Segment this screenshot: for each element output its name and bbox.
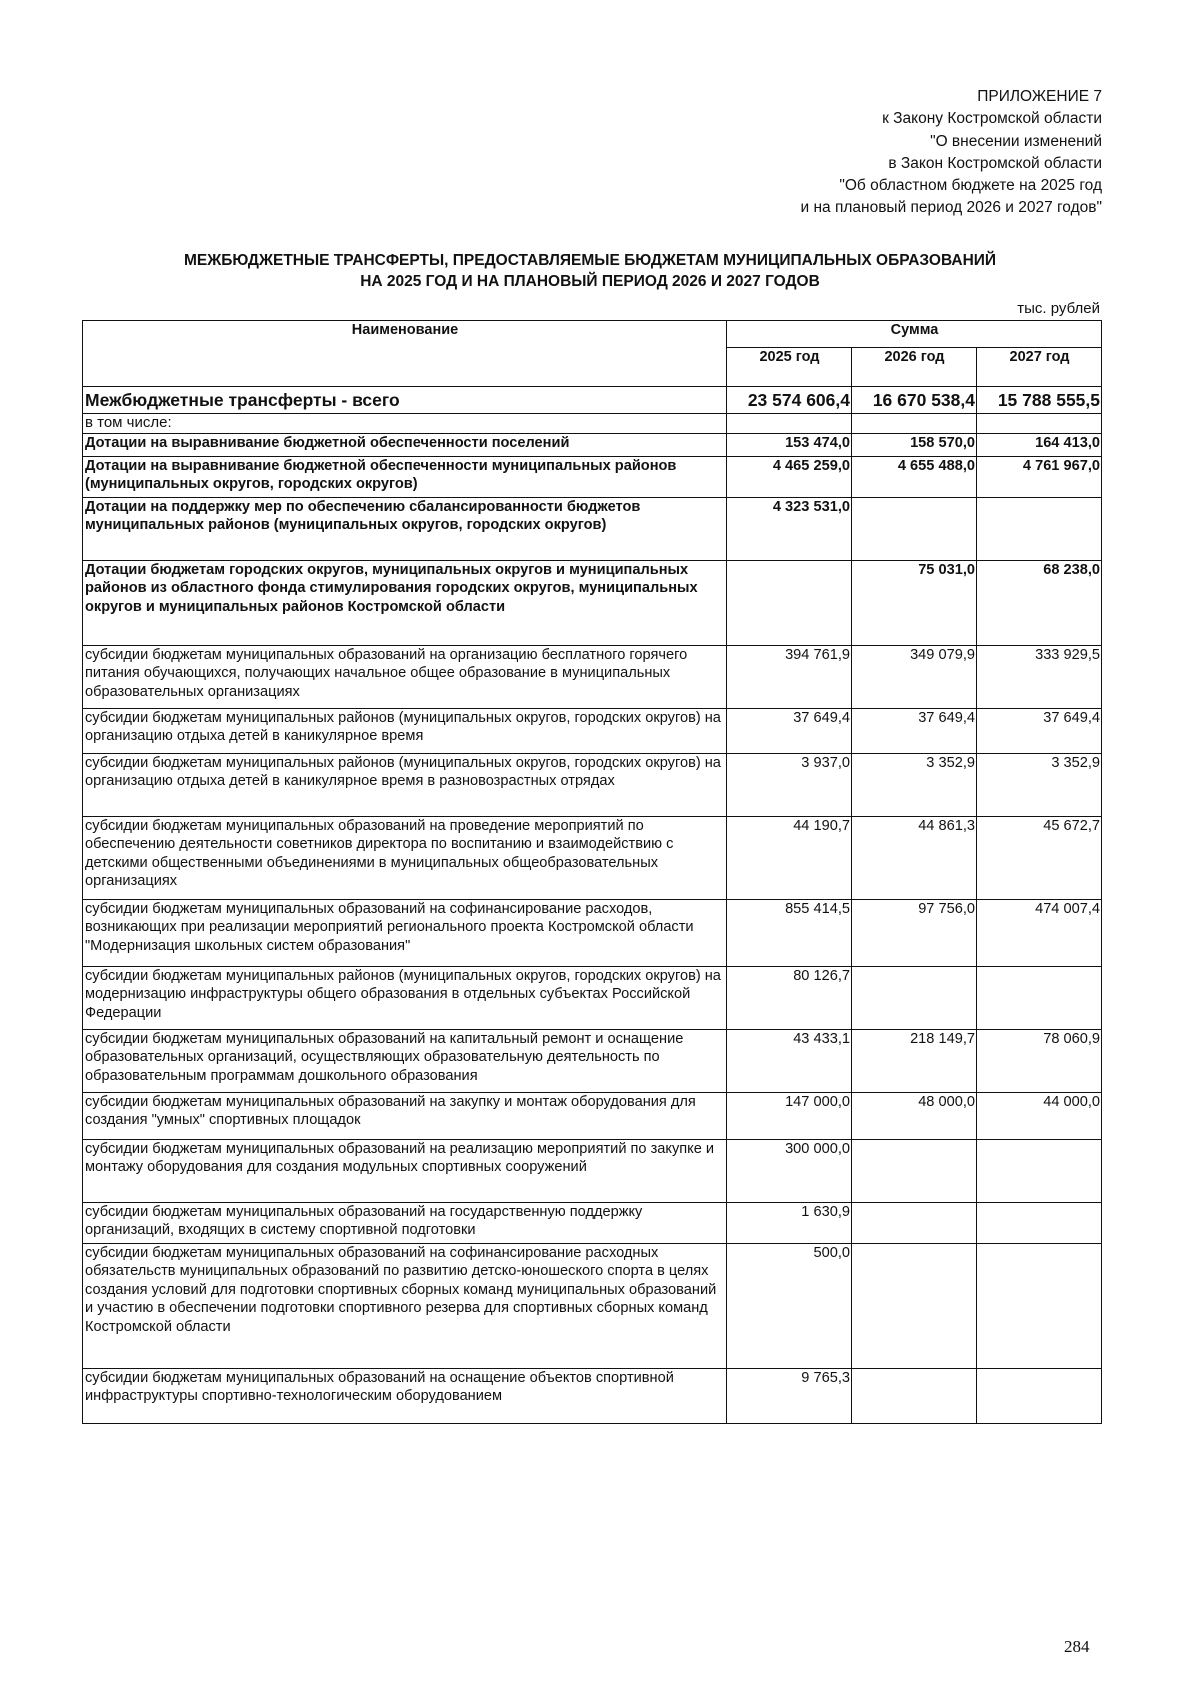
- header-name: Наименование: [83, 321, 727, 387]
- row-value-2025: 1 630,9: [727, 1202, 852, 1243]
- row-name: субсидии бюджетам муниципальных районов (муниципальных округов, городских округов) на организацию отдыха детей в каникулярное время в разновозрастных отрядах: [83, 753, 727, 816]
- row-name: субсидии бюджетам муниципальных образований на организацию бесплатного горячего питания обучающихся, получающих начальное общее образование в муниципальных образовательных организациях: [83, 645, 727, 708]
- row-name: субсидии бюджетам муниципальных образований на оснащение объектов спортивной инфраструктуры спортивно-технологическим оборудованием: [83, 1368, 727, 1423]
- total-value-2025: 23 574 606,4: [727, 387, 852, 414]
- row-value-2026: 158 570,0: [852, 433, 977, 456]
- table-row: [83, 899, 1102, 966]
- table-row: [83, 456, 1102, 497]
- row-value-2026: [852, 1202, 977, 1243]
- table-row: [83, 645, 1102, 708]
- row-value-2026: [852, 1139, 977, 1202]
- empty-cell: [977, 414, 1102, 434]
- row-value-2025: 3 937,0: [727, 753, 852, 816]
- row-value-2027: 44 000,0: [977, 1092, 1102, 1139]
- row-value-2026: 44 861,3: [852, 816, 977, 899]
- table-row: [83, 1139, 1102, 1202]
- row-value-2027: 37 649,4: [977, 708, 1102, 753]
- table-row: [83, 497, 1102, 560]
- row-value-2025: 153 474,0: [727, 433, 852, 456]
- table-row: [83, 1368, 1102, 1423]
- row-value-2026: 218 149,7: [852, 1029, 977, 1092]
- row-value-2026: [852, 1243, 977, 1368]
- row-name: субсидии бюджетам муниципальных районов (муниципальных округов, городских округов) на организацию отдыха детей в каникулярное время: [83, 708, 727, 753]
- total-name: Межбюджетные трансферты - всего: [83, 387, 727, 414]
- row-name: субсидии бюджетам муниципальных образований на софинансирование расходных обязательств муниципальных образований по развитию детско-юношеского спорта в целях создания условий для подготовки спортивных сборных команд муниципальных образований и участию в обеспечении подготовки спортивного резерва для спортивных сборных команд Костромской области: [83, 1243, 727, 1368]
- row-value-2026: [852, 1368, 977, 1423]
- row-value-2027: [977, 1368, 1102, 1423]
- row-value-2026: 349 079,9: [852, 645, 977, 708]
- row-value-2026: 3 352,9: [852, 753, 977, 816]
- transfers-table: [82, 320, 1102, 1424]
- appendix-line: "Об областном бюджете на 2025 год: [839, 177, 1102, 195]
- row-name: субсидии бюджетам муниципальных образований на государственную поддержку организаций, входящих в систему спортивной подготовки: [83, 1202, 727, 1243]
- table-row: [83, 753, 1102, 816]
- row-value-2025: 44 190,7: [727, 816, 852, 899]
- units-label: тыс. рублей: [1017, 300, 1100, 317]
- row-name: субсидии бюджетам муниципальных образований на реализацию мероприятий по закупке и монтажу оборудования для создания модульных спортивных сооружений: [83, 1139, 727, 1202]
- table-row: [83, 1092, 1102, 1139]
- title-line-2: НА 2025 ГОД И НА ПЛАНОВЫЙ ПЕРИОД 2026 И 2027 ГОДОВ: [360, 273, 820, 290]
- row-name: субсидии бюджетам муниципальных образований на софинансирование расходов, возникающих при реализации мероприятий регионального проекта Костромской области "Модернизация школьных систем образования": [83, 899, 727, 966]
- appendix-block: [682, 86, 1102, 220]
- row-value-2026: [852, 497, 977, 560]
- row-value-2026: 97 756,0: [852, 899, 977, 966]
- row-value-2027: [977, 1139, 1102, 1202]
- row-value-2025: [727, 560, 852, 645]
- page-number: 284: [1064, 1637, 1090, 1656]
- appendix-line: "О внесении изменений: [930, 132, 1102, 150]
- row-name: Дотации на выравнивание бюджетной обеспеченности поселений: [83, 433, 727, 456]
- row-value-2027: 4 761 967,0: [977, 456, 1102, 497]
- row-value-2027: 474 007,4: [977, 899, 1102, 966]
- header-year-2025: 2025 год: [727, 348, 852, 387]
- total-row: [83, 387, 1102, 414]
- title-line-1: МЕЖБЮДЖЕТНЫЕ ТРАНСФЕРТЫ, ПРЕДОСТАВЛЯЕМЫЕ БЮДЖЕТАМ МУНИЦИПАЛЬНЫХ ОБРАЗОВАНИЙ: [183, 252, 997, 269]
- table-row: [83, 708, 1102, 753]
- table-row: [83, 560, 1102, 645]
- row-value-2026: 48 000,0: [852, 1092, 977, 1139]
- row-value-2027: [977, 497, 1102, 560]
- row-value-2025: 300 000,0: [727, 1139, 852, 1202]
- table-row: [83, 816, 1102, 899]
- row-name: субсидии бюджетам муниципальных районов (муниципальных округов, городских округов) на модернизацию инфраструктуры общего образования в отдельных субъектах Российской Федерации: [83, 966, 727, 1029]
- row-value-2027: 68 238,0: [977, 560, 1102, 645]
- row-value-2025: 9 765,3: [727, 1368, 852, 1423]
- row-name: субсидии бюджетам муниципальных образований на проведение мероприятий по обеспечению деятельности советников директора по воспитанию и взаимодействию с детскими общественными объединениями в муниципальных общеобразовательных организациях: [83, 816, 727, 899]
- table-row: [83, 966, 1102, 1029]
- row-name: субсидии бюджетам муниципальных образований на закупку и монтаж оборудования для создания "умных" спортивных площадок: [83, 1092, 727, 1139]
- row-value-2027: 78 060,9: [977, 1029, 1102, 1092]
- table-row: [83, 1202, 1102, 1243]
- row-value-2025: 147 000,0: [727, 1092, 852, 1139]
- appendix-line: ПРИЛОЖЕНИЕ 7: [977, 88, 1102, 105]
- total-value-2026: 16 670 538,4: [852, 387, 977, 414]
- table-row: [83, 1243, 1102, 1368]
- row-value-2027: [977, 966, 1102, 1029]
- total-value-2027: 15 788 555,5: [977, 387, 1102, 414]
- row-value-2026: 37 649,4: [852, 708, 977, 753]
- including-row: [83, 414, 1102, 434]
- document-title: [80, 250, 1100, 292]
- row-value-2025: 4 465 259,0: [727, 456, 852, 497]
- header-year-2026: 2026 год: [852, 348, 977, 387]
- row-value-2027: 333 929,5: [977, 645, 1102, 708]
- row-value-2025: 80 126,7: [727, 966, 852, 1029]
- table-row: [83, 1029, 1102, 1092]
- row-name: Дотации бюджетам городских округов, муниципальных округов и муниципальных районов из областного фонда стимулирования городских округов, муниципальных округов и муниципальных районов Костромской области: [83, 560, 727, 645]
- row-value-2027: [977, 1243, 1102, 1368]
- row-value-2025: 394 761,9: [727, 645, 852, 708]
- appendix-line: в Закон Костромской области: [888, 154, 1102, 172]
- including-label: в том числе:: [83, 414, 727, 434]
- row-value-2026: [852, 966, 977, 1029]
- header-sum: Сумма: [727, 321, 1102, 348]
- row-value-2027: 164 413,0: [977, 433, 1102, 456]
- row-name: Дотации на поддержку мер по обеспечению сбалансированности бюджетов муниципальных районов (муниципальных округов, городских округов): [83, 497, 727, 560]
- row-value-2025: 500,0: [727, 1243, 852, 1368]
- appendix-line: к Закону Костромской области: [882, 110, 1102, 128]
- row-value-2026: 4 655 488,0: [852, 456, 977, 497]
- header-year-2027: 2027 год: [977, 348, 1102, 387]
- row-value-2027: [977, 1202, 1102, 1243]
- row-value-2027: 3 352,9: [977, 753, 1102, 816]
- table-row: [83, 433, 1102, 456]
- row-name: Дотации на выравнивание бюджетной обеспеченности муниципальных районов (муниципальных округов, городских округов): [83, 456, 727, 497]
- appendix-line: и на плановый период 2026 и 2027 годов": [800, 199, 1102, 217]
- row-value-2027: 45 672,7: [977, 816, 1102, 899]
- row-value-2026: 75 031,0: [852, 560, 977, 645]
- row-value-2025: 37 649,4: [727, 708, 852, 753]
- row-value-2025: 4 323 531,0: [727, 497, 852, 560]
- empty-cell: [727, 414, 852, 434]
- empty-cell: [852, 414, 977, 434]
- row-value-2025: 855 414,5: [727, 899, 852, 966]
- row-name: субсидии бюджетам муниципальных образований на капитальный ремонт и оснащение образовательных организаций, осуществляющих образовательную деятельность по образовательным программам дошкольного образования: [83, 1029, 727, 1092]
- row-value-2025: 43 433,1: [727, 1029, 852, 1092]
